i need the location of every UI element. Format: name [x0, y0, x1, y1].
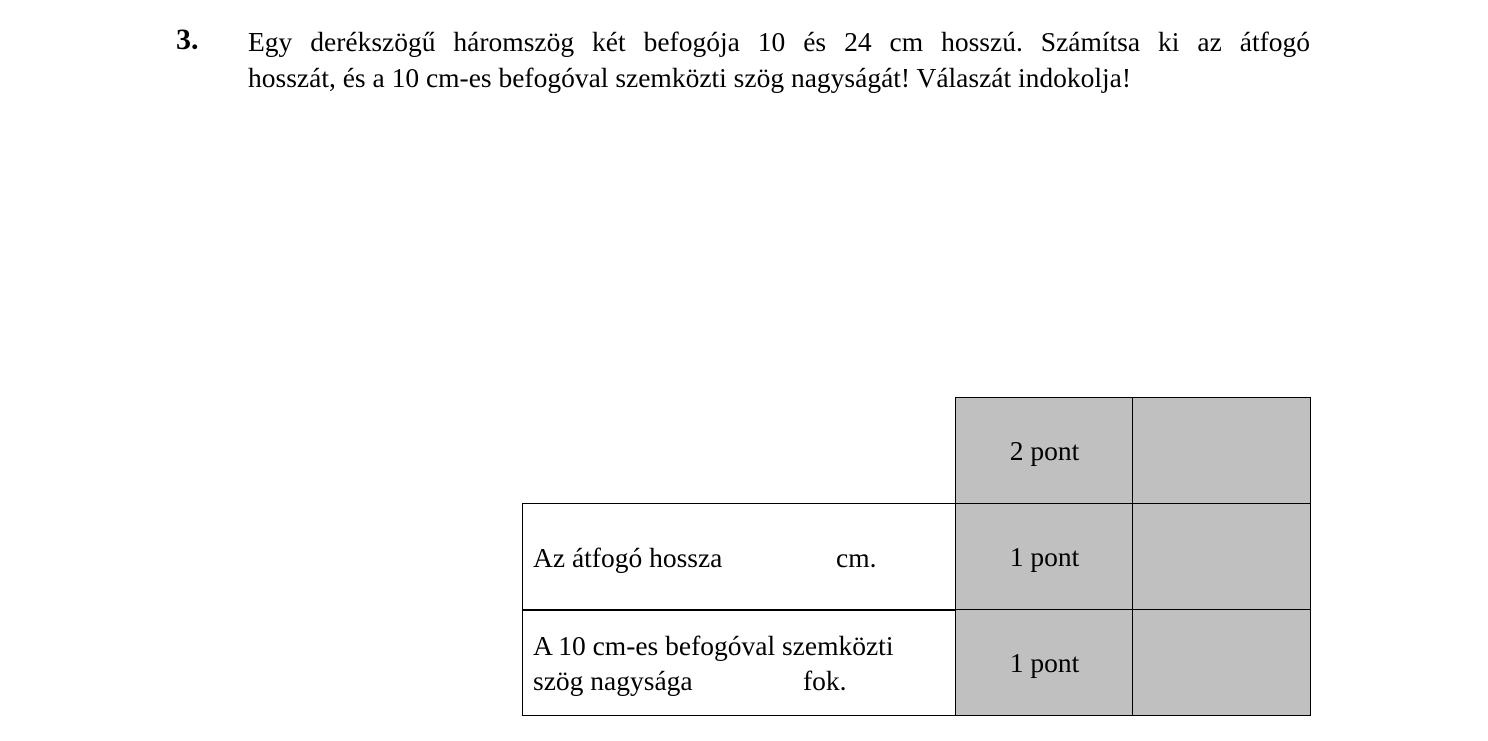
task-text — [248, 24, 1310, 96]
points-cell-row-2 — [955, 503, 1134, 611]
answer-label-angle-line-1: A 10 cm-es befogóval szemközti — [533, 629, 894, 661]
points-cell-row-3 — [955, 609, 1134, 716]
score-cell-row-2[interactable] — [1132, 503, 1311, 611]
answer-label-wrapper — [533, 540, 956, 575]
score-cell-row-1[interactable] — [1132, 397, 1311, 505]
points-label: 1 pont — [1009, 541, 1080, 572]
answer-label-wrapper — [533, 628, 956, 698]
unit-label-cm: cm. — [836, 541, 877, 573]
score-cell-row-3[interactable] — [1132, 609, 1311, 716]
score-table — [522, 397, 1311, 716]
task-text-line-1: Egy derékszögű háromszög két befogója 10 és 24 cm hosszú. Számítsa ki az átfogó — [248, 26, 1310, 57]
answer-cell-angle[interactable] — [522, 609, 957, 716]
points-cell-row-1 — [955, 397, 1134, 505]
task-text-line-2: hosszát, és a 10 cm-es befogóval szemközti szög nagyságát! Válaszát indokolja! — [248, 62, 1132, 93]
points-label: 2 pont — [1009, 435, 1080, 466]
points-label: 1 pont — [1009, 646, 1080, 678]
answer-label-hypotenuse: Az átfogó hossza — [533, 541, 723, 573]
task-number: 3. — [176, 23, 199, 56]
unit-label-fok: fok. — [803, 664, 847, 696]
answer-cell-hypotenuse[interactable] — [522, 503, 957, 611]
answer-label-angle-line-2: szög nagysága — [533, 664, 693, 696]
